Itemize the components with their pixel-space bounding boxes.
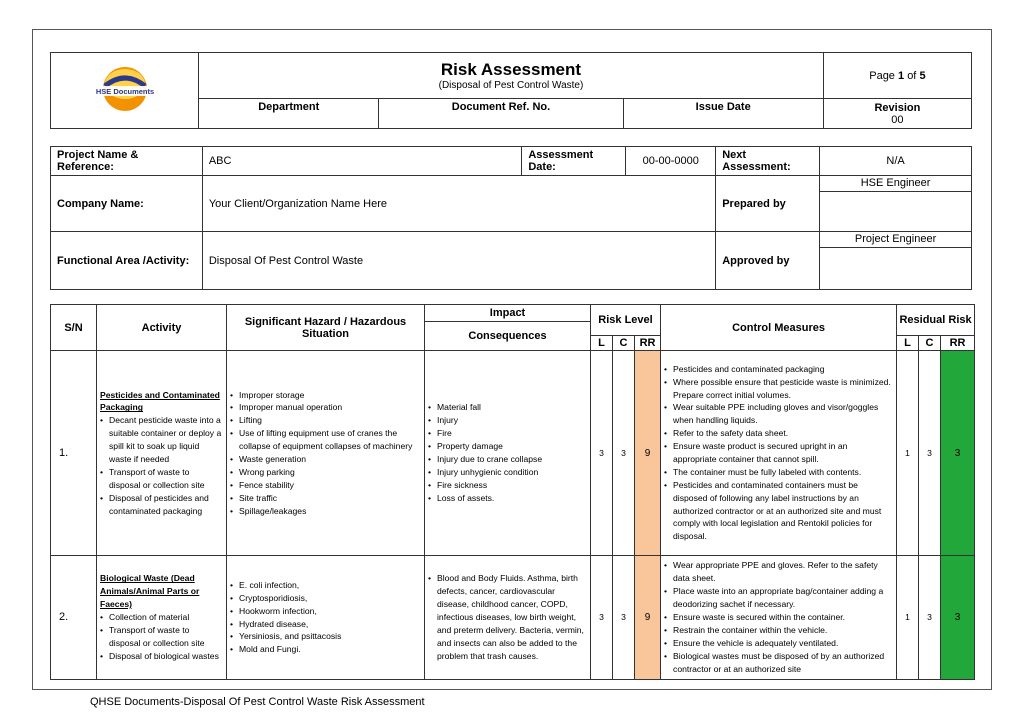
row-sn: 2. xyxy=(51,556,97,680)
issue-date-label: Issue Date xyxy=(623,99,823,129)
list-item: • Improper storage xyxy=(230,389,421,402)
activity-title: Pesticides and Contaminated Packaging xyxy=(100,389,220,413)
list-item: • Property damage xyxy=(428,440,587,453)
list-item: • Where possible ensure that pesticide waste is minimized. Prepare correct initial volumes. xyxy=(664,376,893,402)
list-item: • Decant pesticide waste into a suitable container or deploy a spill kit to soak up liquid waste if needed xyxy=(100,414,223,466)
list-item: • Collection of material xyxy=(100,611,223,624)
list-item: • Mold and Fungi. xyxy=(230,643,421,656)
hse-documents-logo-icon xyxy=(95,64,155,114)
page-total: 5 xyxy=(919,69,926,82)
col-res-l: L xyxy=(897,336,919,351)
list-item: • Place waste into an appropriate bag/container adding a deodorizing sachet if necessary. xyxy=(664,585,893,611)
col-control-measures: Control Measures xyxy=(661,305,897,351)
next-assessment-value: N/A xyxy=(820,147,972,176)
list-item: • Fire sickness xyxy=(428,479,587,492)
functional-area-value: Disposal Of Pest Control Waste xyxy=(202,232,715,290)
list-item: • E. coli infection, xyxy=(230,579,421,592)
residual-c: 3 xyxy=(919,556,941,680)
risk-assessment-table xyxy=(50,304,975,680)
col-consequences: Consequences xyxy=(425,322,591,351)
list-item: • Lifting xyxy=(230,414,421,427)
list-item: • The container must be fully labeled with contents. xyxy=(664,466,893,479)
row-consequences xyxy=(425,556,591,680)
approved-by-value: Project Engineer xyxy=(820,232,971,248)
risk-l: 3 xyxy=(591,556,613,680)
page-prefix: Page xyxy=(869,69,895,82)
row-hazards xyxy=(227,351,425,556)
svg-text:HSE Documents: HSE Documents xyxy=(95,87,154,96)
project-name-value: ABC xyxy=(202,147,522,176)
residual-l: 1 xyxy=(897,351,919,556)
department-label: Department xyxy=(199,99,379,129)
list-item: • Wear appropriate PPE and gloves. Refer to the safety data sheet. xyxy=(664,559,893,585)
col-hazard: Significant Hazard / Hazardous Situation xyxy=(227,305,425,351)
assessment-date-value: 00-00-0000 xyxy=(626,147,716,176)
col-risk-level: Risk Level xyxy=(591,305,661,336)
next-assessment-label: Next Assessment: xyxy=(716,147,820,176)
activity-title: Biological Waste (Dead Animals/Animal Parts or Faeces) xyxy=(100,573,200,610)
col-impact: Impact xyxy=(425,305,591,322)
prepared-by-cell xyxy=(820,176,972,232)
page-number-cell xyxy=(823,53,971,99)
title-cell xyxy=(199,53,824,99)
list-item: • Spillage/leakages xyxy=(230,505,421,518)
col-c: C xyxy=(613,336,635,351)
list-item: • Waste generation xyxy=(230,453,421,466)
list-item: • Restrain the container within the vehicle. xyxy=(664,624,893,637)
revision-label: Revision xyxy=(874,101,921,114)
list-item: • Blood and Body Fluids. Asthma, birth defects, cancer, cardiovascular disease, childhood cancer, COPD, infectious diseases, low birth weight, and preterm delivery. Bacteria, vermin, and insects can also be added to the problem that trash causes. xyxy=(428,572,587,662)
table-row xyxy=(51,556,975,680)
row-hazards xyxy=(227,556,425,680)
row-controls xyxy=(661,351,897,556)
prepared-by-label: Prepared by xyxy=(716,176,820,232)
residual-c: 3 xyxy=(919,351,941,556)
risk-rr: 9 xyxy=(635,556,661,680)
list-item: • Material fall xyxy=(428,401,587,414)
col-sn: S/N xyxy=(51,305,97,351)
list-item: • Pesticides and contaminated packaging xyxy=(664,363,893,376)
row-sn: 1. xyxy=(51,351,97,556)
project-info-table xyxy=(50,146,972,290)
residual-rr: 3 xyxy=(941,351,975,556)
list-item: • Pesticides and contaminated containers must be disposed of following any label instructions by an authorized contractor or at an authorized site and must comply with local legislation and Rentokil policies for disposal. xyxy=(664,479,893,543)
document-header xyxy=(50,52,972,129)
row-controls xyxy=(661,556,897,680)
list-item: • Injury unhygienic condition xyxy=(428,466,587,479)
list-item: • Hookworm infection, xyxy=(230,605,421,618)
list-item: • Injury due to crane collapse xyxy=(428,453,587,466)
list-item: • Ensure waste product is secured upright in an appropriate container that cannot spill. xyxy=(664,440,893,466)
list-item: • Disposal of biological wastes xyxy=(100,650,223,663)
list-item: • Ensure waste is secured within the container. xyxy=(664,611,893,624)
document-subtitle: (Disposal of Pest Control Waste) xyxy=(438,80,584,91)
col-res-c: C xyxy=(919,336,941,351)
col-activity: Activity xyxy=(97,305,227,351)
risk-rr: 9 xyxy=(635,351,661,556)
company-name-label: Company Name: xyxy=(51,176,203,232)
col-l: L xyxy=(591,336,613,351)
row-consequences xyxy=(425,351,591,556)
list-item: • Biological wastes must be disposed of by an authorized contractor or at an authorized site xyxy=(664,650,893,676)
list-item: • Hydrated disease, xyxy=(230,618,421,631)
revision-cell xyxy=(823,99,971,129)
row-activity xyxy=(97,556,227,680)
project-name-label: Project Name & Reference: xyxy=(51,147,203,176)
list-item: • Disposal of pesticides and contaminated packaging xyxy=(100,492,223,518)
functional-area-label: Functional Area /Activity: xyxy=(51,232,203,290)
page-of: of xyxy=(907,69,917,82)
risk-l: 3 xyxy=(591,351,613,556)
residual-l: 1 xyxy=(897,556,919,680)
list-item: • Wrong parking xyxy=(230,466,421,479)
list-item: • Yersiniosis, and psittacosis xyxy=(230,630,421,643)
risk-c: 3 xyxy=(613,556,635,680)
list-item: • Transport of waste to disposal or collection site xyxy=(100,466,223,492)
approved-by-cell xyxy=(820,232,972,290)
prepared-by-value: HSE Engineer xyxy=(820,176,971,192)
list-item: • Injury xyxy=(428,414,587,427)
list-item: • Refer to the safety data sheet. xyxy=(664,427,893,440)
approved-by-label: Approved by xyxy=(716,232,820,290)
list-item: • Cryptosporidiosis, xyxy=(230,592,421,605)
list-item: • Use of lifting equipment use of cranes the collapse of equipment collapses of machinery xyxy=(230,427,421,453)
assessment-date-label: Assessment Date: xyxy=(522,147,626,176)
logo-cell xyxy=(51,53,199,129)
table-row xyxy=(51,351,975,556)
risk-c: 3 xyxy=(613,351,635,556)
list-item: • Fence stability xyxy=(230,479,421,492)
col-res-rr: RR xyxy=(941,336,975,351)
page-current: 1 xyxy=(898,69,905,82)
list-item: • Transport of waste to disposal or collection site xyxy=(100,624,223,650)
company-name-value: Your Client/Organization Name Here xyxy=(202,176,715,232)
list-item: • Loss of assets. xyxy=(428,492,587,505)
list-item: • Wear suitable PPE including gloves and visor/goggles when handling liquids. xyxy=(664,401,893,427)
list-item: • Improper manual operation xyxy=(230,401,421,414)
revision-value: 00 xyxy=(891,113,904,126)
footer-text: QHSE Documents-Disposal Of Pest Control Waste Risk Assessment xyxy=(90,696,425,708)
list-item: • Site traffic xyxy=(230,492,421,505)
document-title: Risk Assessment xyxy=(440,60,582,79)
row-activity xyxy=(97,351,227,556)
list-item: • Fire xyxy=(428,427,587,440)
residual-rr: 3 xyxy=(941,556,975,680)
col-rr: RR xyxy=(635,336,661,351)
col-residual-risk: Residual Risk xyxy=(897,305,975,336)
doc-ref-label: Document Ref. No. xyxy=(379,99,623,129)
list-item: • Ensure the vehicle is adequately ventilated. xyxy=(664,637,893,650)
